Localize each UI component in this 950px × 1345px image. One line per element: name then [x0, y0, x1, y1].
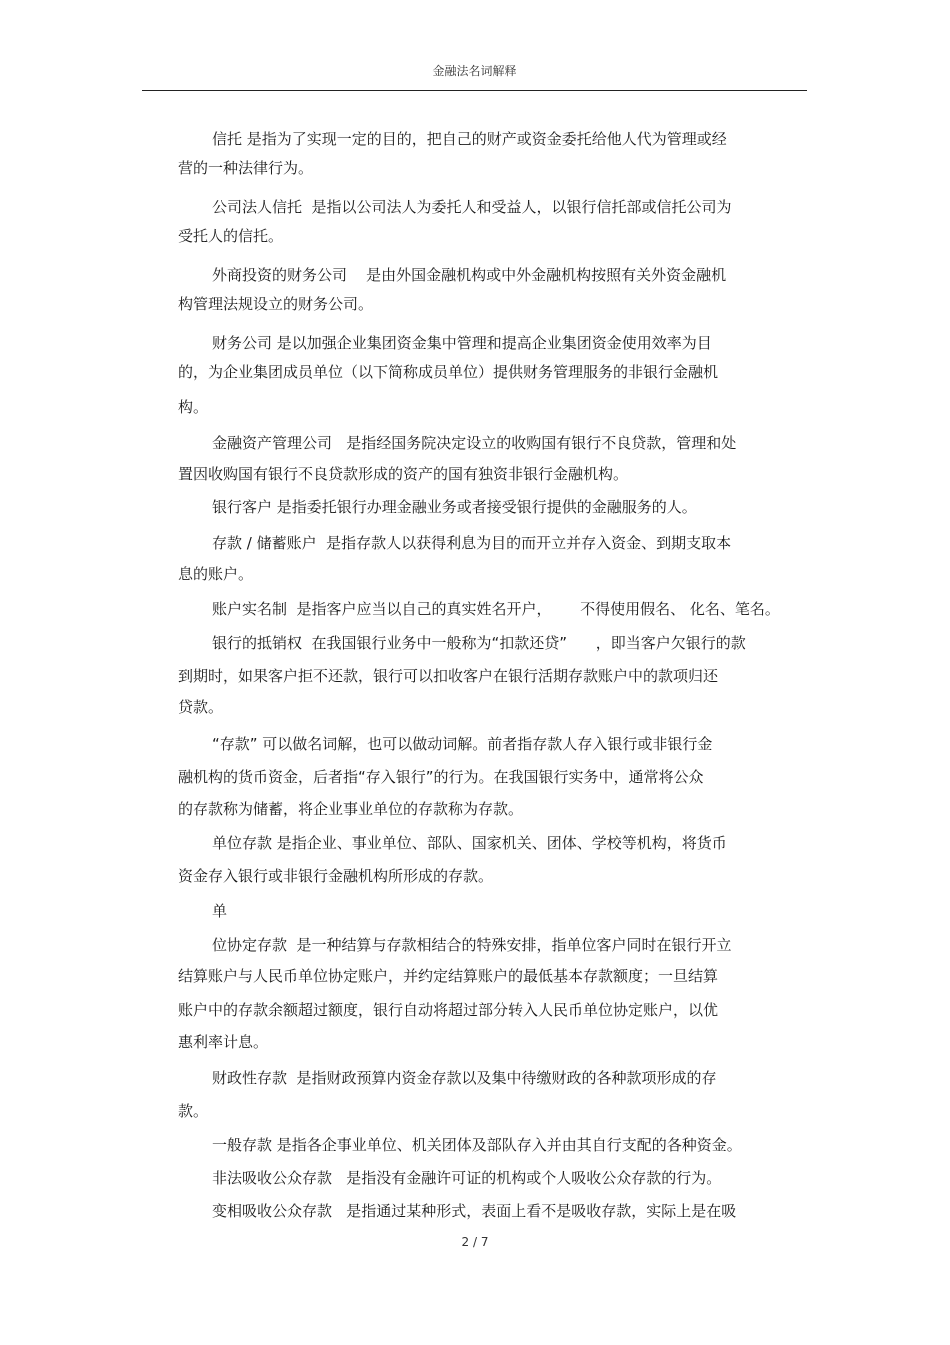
text-line: 惠利率计息。 — [178, 1033, 269, 1051]
text-line: 到期时，如果客户拒不还款，银行可以扣收客户在银行活期存款账户中的款项归还 — [178, 667, 719, 685]
text-line: 位协定存款 是一种结算与存款相结合的特殊安排，指单位客户同时在银行开立 — [212, 936, 732, 954]
text-line: 一般存款 是指各企事业单位、机关团体及部队存入并由其自行支配的各种资金。 — [212, 1136, 742, 1154]
text-line: 资金存入银行或非银行金融机构所形成的存款。 — [178, 867, 494, 885]
text-line: 营的一种法律行为。 — [178, 159, 314, 177]
text-line: 的，为企业集团成员单位（以下简称成员单位）提供财务管理服务的非银行金融机 — [178, 363, 719, 381]
text-line: 存款 / 储蓄账户 是指存款人以获得利息为目的而开立并存入资金、到期支取本 — [212, 534, 732, 552]
text-line: 财政性存款 是指财政预算内资金存款以及集中待缴财政的各种款项形成的存 — [212, 1069, 717, 1087]
page-number: 2 / 7 — [461, 1235, 489, 1249]
text-line: 非法吸收公众存款 是指没有金融许可证的机构或个人吸收公众存款的行为。 — [212, 1169, 722, 1187]
text-line: 信托 是指为了实现一定的目的，把自己的财产或资金委托给他人代为管理或经 — [212, 130, 727, 148]
text-line: 构。 — [178, 398, 209, 416]
text-line: 金融资产管理公司 是指经国务院决定设立的收购国有银行不良贷款，管理和处 — [212, 434, 737, 452]
text-line: “存款” 可以做名词解，也可以做动词解。前者指存款人存入银行或非银行金 — [212, 735, 713, 753]
text-line: 置因收购国有银行不良贷款形成的资产的国有独资非银行金融机构。 — [178, 465, 629, 483]
text-line: 款。 — [178, 1102, 209, 1120]
text-line: 账户实名制 是指客户应当以自己的真实姓名开户， 不得使用假名、 化名、笔名。 — [212, 600, 780, 618]
text-line: 构管理法规设立的财务公司。 — [178, 295, 374, 313]
text-line: 财务公司 是以加强企业集团资金集中管理和提高企业集团资金使用效率为目 — [212, 334, 712, 352]
text-line: 变相吸收公众存款 是指通过某种形式，表面上看不是吸收存款，实际上是在吸 — [212, 1202, 737, 1220]
text-line: 的存款称为储蓄，将企业事业单位的存款称为存款。 — [178, 800, 524, 818]
text-line: 贷款。 — [178, 698, 224, 716]
text-line: 息的账户。 — [178, 565, 254, 583]
header-divider — [142, 90, 807, 91]
text-line: 受托人的信托。 — [178, 227, 284, 245]
page-header-title: 金融法名词解释 — [432, 64, 517, 78]
text-line: 结算账户与人民币单位协定账户，并约定结算账户的最低基本存款额度；一旦结算 — [178, 967, 719, 985]
text-line: 单位存款 是指企业、事业单位、部队、国家机关、团体、学校等机构，将货币 — [212, 834, 727, 852]
text-line: 单 — [212, 902, 228, 920]
text-line: 公司法人信托 是指以公司法人为委托人和受益人，以银行信托部或信托公司为 — [212, 198, 732, 216]
text-line: 融机构的货币资金，后者指“存入银行”的行为。在我国银行实务中，通常将公众 — [178, 768, 704, 786]
text-line: 账户中的存款余额超过额度，银行自动将超过部分转入人民币单位协定账户，以优 — [178, 1001, 719, 1019]
text-line: 银行的抵销权 在我国银行业务中一般称为“扣款还贷” ，即当客户欠银行的款 — [212, 634, 746, 652]
text-line: 外商投资的财务公司 是由外国金融机构或中外金融机构按照有关外资金融机 — [212, 266, 727, 284]
text-line: 银行客户 是指委托银行办理金融业务或者接受银行提供的金融服务的人。 — [212, 498, 697, 516]
